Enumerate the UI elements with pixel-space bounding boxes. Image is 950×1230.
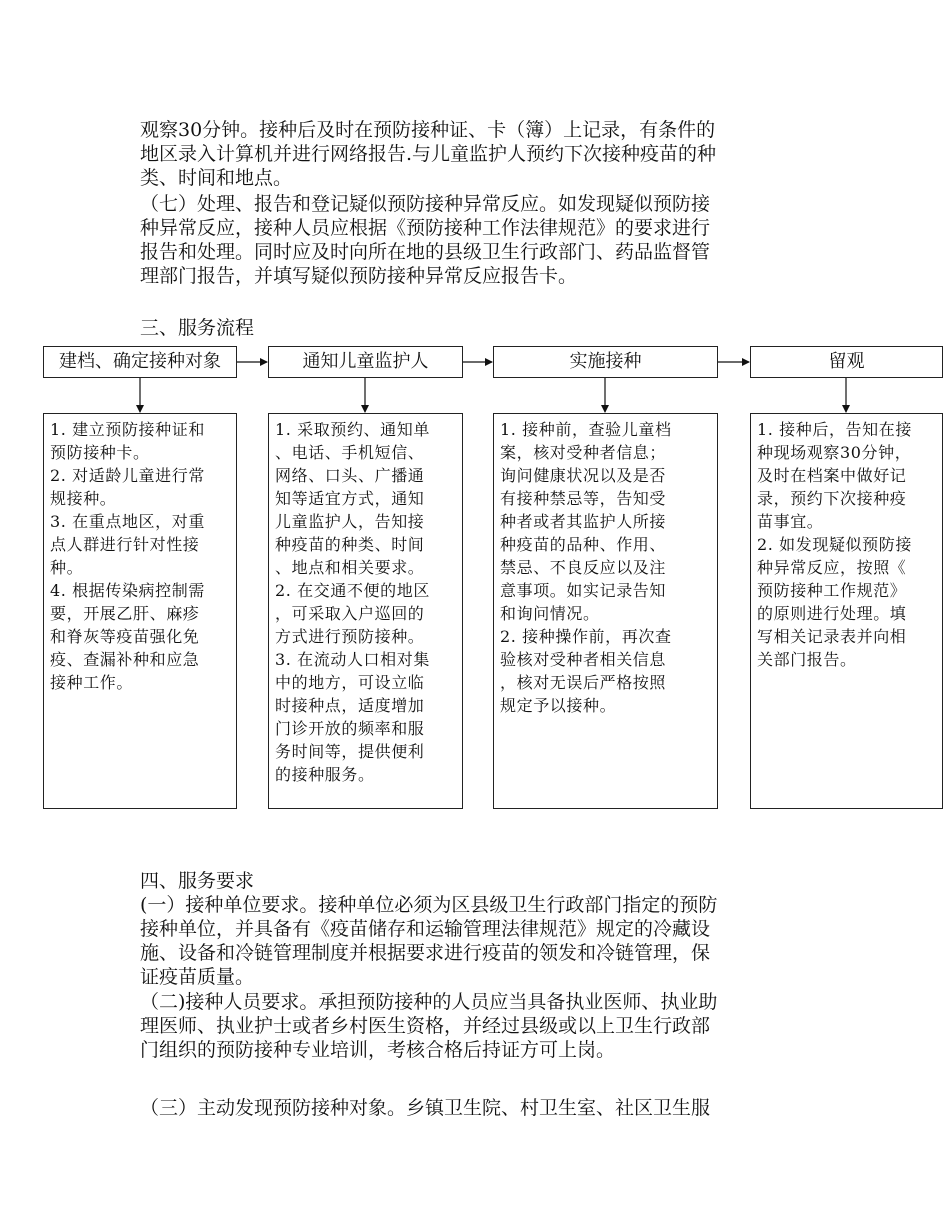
text-line: 地区录入计算机并进行网络报告.与儿童监护人预约下次接种疫苗的种 [140, 143, 717, 165]
detail-line: 种异常反应，按照《 [757, 558, 907, 577]
text-line: （七）处理、报告和登记疑似预防接种异常反应。如发现疑似预防接 [140, 193, 711, 215]
detail-line: 的原则进行处理。填 [757, 604, 907, 623]
text-line: 门组织的预防接种专业培训，考核合格后持证方可上岗。 [140, 1039, 616, 1061]
flow-step-create-records: 建档、确定接种对象 [43, 346, 237, 378]
section-4-paragraph-3 [140, 1096, 810, 1120]
detail-line: 2. 在交通不便的地区 [275, 581, 430, 600]
detail-line: 和询问情况。 [500, 604, 600, 623]
detail-line: 3. 在重点地区，对重 [50, 512, 205, 531]
detail-line: 种疫苗的品种、作用、 [500, 535, 667, 554]
detail-line: 2. 如发现疑似预防接 [757, 535, 912, 554]
section-3-heading: 三、服务流程 [140, 317, 255, 339]
detail-line: 1. 采取预约、通知单 [275, 420, 430, 439]
detail-line: 儿童监护人，告知接 [275, 512, 425, 531]
detail-line: 规定予以接种。 [500, 696, 617, 715]
text-line: 类、时间和地点。 [140, 167, 293, 189]
text-line: 种异常反应，接种人员应根据《预防接种工作法律规范》的要求进行 [140, 217, 711, 239]
detail-line: 规接种。 [50, 489, 117, 508]
detail-line: 预防接种卡。 [50, 443, 150, 462]
detail-line: 种。 [50, 558, 84, 577]
detail-line: 1. 建立预防接种证和 [50, 420, 205, 439]
detail-line: 方式进行预防接种。 [275, 627, 425, 646]
detail-line: 的接种服务。 [275, 765, 375, 784]
detail-line: 2. 对适龄儿童进行常 [50, 466, 205, 485]
text-line: 理部门报告，并填写疑似预防接种异常反应报告卡。 [140, 265, 578, 287]
text-line: （三）主动发现预防接种对象。乡镇卫生院、村卫生室、社区卫生服 [140, 1097, 711, 1119]
detail-line: ，核对无误后严格按照 [500, 673, 667, 692]
detail-line: 禁忌、不良反应以及注 [500, 558, 667, 577]
detail-line: 3. 在流动人口相对集 [275, 650, 430, 669]
detail-line: 询问健康状况以及是否 [500, 466, 667, 485]
detail-line: 门诊开放的频率和服 [275, 719, 425, 738]
detail-line: 、电话、手机短信、 [275, 443, 425, 462]
text-line: 理医师、执业护士或者乡村医生资格，并经过县级或以上卫生行政部 [140, 1015, 711, 1037]
detail-line: 4. 根据传染病控制需 [50, 581, 205, 600]
text-line: 报告和处理。同时应及时向所在地的县级卫生行政部门、药品监督管 [140, 241, 711, 263]
detail-line: 点人群进行针对性接 [50, 535, 200, 554]
text-line: 施、设备和冷链管理制度并根据要求进行疫苗的领发和冷链管理，保 [140, 942, 711, 964]
detail-line: 种疫苗的种类、时间 [275, 535, 425, 554]
detail-line: 知等适宜方式，通知 [275, 489, 425, 508]
detail-line: 及时在档案中做好记 [757, 466, 907, 485]
detail-line: 中的地方，可设立临 [275, 673, 425, 692]
detail-line: 、地点和相关要求。 [275, 558, 425, 577]
detail-line: 验核对受种者相关信息 [500, 650, 667, 669]
section-4-paragraph-2 [140, 990, 810, 1062]
text-line: 证疫苗质量。 [140, 966, 255, 988]
detail-line: 录，预约下次接种疫 [757, 489, 907, 508]
section-4-paragraph-1 [140, 893, 810, 989]
flow-step-notify-guardian: 通知儿童监护人 [268, 346, 463, 378]
detail-line: 网络、口头、广播通 [275, 466, 425, 485]
detail-line: 种者或者其监护人所接 [500, 512, 667, 531]
detail-line: 时接种点，适度增加 [275, 696, 425, 715]
detail-line: 苗事宜。 [757, 512, 824, 531]
detail-line: 有接种禁忌等，告知受 [500, 489, 667, 508]
flow-step-observe: 留观 [750, 346, 943, 378]
flow-detail-notify-guardian [268, 413, 463, 809]
flow-step-vaccinate: 实施接种 [493, 346, 718, 378]
detail-line: 关部门报告。 [757, 650, 857, 669]
detail-line: 意事项。如实记录告知 [500, 581, 667, 600]
detail-line: 和脊灰等疫苗强化免 [50, 627, 200, 646]
detail-line: 2. 接种操作前，再次查 [500, 627, 672, 646]
detail-line: 写相关记录表并向相 [757, 627, 907, 646]
text-line: （二)接种人员要求。承担预防接种的人员应当具备执业医师、执业助 [140, 991, 718, 1013]
flow-detail-vaccinate [493, 413, 718, 809]
text-line: 观察30分钟。接种后及时在预防接种证、卡（簿）上记录，有条件的 [140, 119, 716, 141]
detail-line: 预防接种工作规范》 [757, 581, 907, 600]
detail-line: 种现场观察30分钟， [757, 443, 912, 462]
text-line: 接种单位，并具备有《疫苗储存和运输管理法律规范》规定的冷藏设 [140, 918, 711, 940]
detail-line: 案，核对受种者信息； [500, 443, 667, 462]
detail-line: 1. 接种前，查验儿童档 [500, 420, 672, 439]
detail-line: ，可采取入户巡回的 [275, 604, 425, 623]
detail-line: 要，开展乙肝、麻疹 [50, 604, 200, 623]
flow-detail-create-records [43, 413, 237, 809]
text-line: (一）接种单位要求。接种单位必须为区县级卫生行政部门指定的预防 [140, 894, 718, 916]
detail-line: 1. 接种后，告知在接 [757, 420, 912, 439]
detail-line: 接种工作。 [50, 673, 134, 692]
flow-detail-observe [750, 413, 943, 809]
section-4-heading: 四、服务要求 [140, 870, 255, 892]
detail-line: 疫、查漏补种和应急 [50, 650, 200, 669]
detail-line: 务时间等，提供便利 [275, 742, 425, 761]
